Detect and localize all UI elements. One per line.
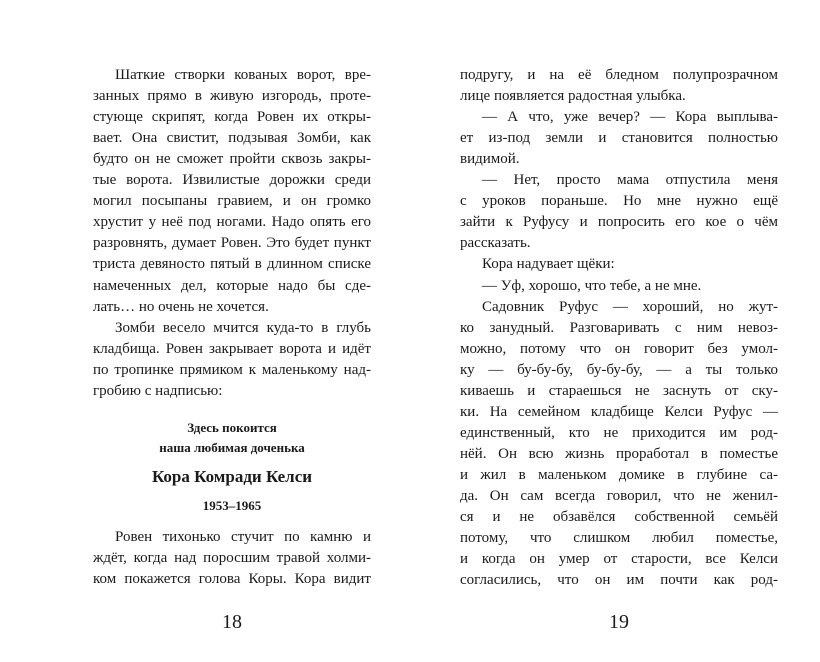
text-line: и когда он умер от старости, все Келси [460, 551, 778, 568]
epitaph-line-1: Здесь покоится [187, 420, 277, 435]
text-line: кладбища. Ровен закрывает ворота и идёт [93, 340, 371, 357]
text-line: Ровен тихонько стучит по камню и [115, 529, 371, 545]
text-line: и жил в маленьком домике в глубине са- [460, 466, 778, 483]
page-number: 19 [609, 611, 629, 633]
text-line: Кора надувает щёки: [482, 256, 615, 273]
text-line: ко занудный. Разговаривать с ним невоз- [460, 319, 778, 336]
text-line: согласились, что он им почти как род- [460, 572, 778, 589]
text-line: подругу, и на её бледном полупрозрачном [460, 67, 778, 83]
text-line: нёй. Он всю жизнь проработал в поместье [460, 445, 778, 462]
text-line: будто он не сможет пройти сквозь закры- [93, 151, 371, 168]
text-line: с уроков пораньше. Но мне нужно ещё [460, 193, 778, 210]
epitaph-line-2: наша любимая доченька [159, 440, 305, 455]
text-line: видимой. [460, 151, 520, 168]
text-line: стующе скрипят, когда Ровен их откры- [93, 109, 371, 126]
text-line: Садовник Руфус — хороший, но жут- [482, 298, 778, 315]
epitaph-years: 1953–1965 [202, 498, 262, 513]
text-line: ку — бу-бу-бу, бу-бу-бу, — а ты только [460, 361, 778, 378]
text-line: гробию с надписью: [93, 382, 223, 399]
text-line: ся и не обзавёлся собственной семьёй [460, 509, 778, 526]
text-line: вает. Она свистит, подзывая Зомби, как [93, 130, 371, 147]
text-line: ет из-под земли и становится полностью [460, 130, 778, 147]
right-page [460, 0, 778, 662]
text-line: Шаткие створки кованых ворот, вре- [115, 67, 371, 83]
text-line: Зомби весело мчится куда-то в глубь [115, 319, 371, 336]
text-line: лать… но очень не хочется. [93, 298, 269, 315]
text-line: намеченных дел, которые надо бы сде- [93, 277, 371, 294]
text-line: ки. На семейном кладбище Келси Руфус — [460, 403, 778, 420]
text-line: — Уф, хорошо, что тебе, а не мне. [482, 277, 702, 294]
text-line: по тропинке прямиком к маленькому над- [93, 361, 371, 378]
page-number: 18 [222, 611, 242, 633]
text-line: зайти к Руфусу и попросить его кое о чём [460, 214, 778, 231]
text-line: можно, потому что он говорит без умол- [460, 340, 778, 357]
text-line: — А что, уже вечер? — Кора выплыва- [482, 109, 778, 126]
text-line: лице появляется радостная улыбка. [460, 88, 686, 105]
text-line: потому, что слишком любил поместье, [460, 530, 778, 547]
text-line: ком покажется голова Коры. Кора видит [93, 571, 371, 588]
text-line: могил посыпаны гравием, и он громко [93, 193, 371, 210]
text-line: единственный, кто не приходится им род- [460, 424, 778, 441]
text-line: хрустит у неё под ногами. Надо опять его [93, 214, 371, 231]
text-line: тые ворота. Извилистые дорожки среди [93, 172, 371, 189]
text-line: киваешь и стараешься не заснуть от ску- [460, 382, 778, 399]
text-line: рассказать. [460, 235, 531, 252]
left-page [93, 0, 371, 662]
text-line: — Нет, просто мама отпустила меня [482, 172, 778, 189]
text-line: разровнять, думает Ровен. Это будет пункт [93, 235, 371, 252]
text-line: занных прямо в живую изгородь, проте- [93, 88, 371, 105]
text-line: да. Он сам всегда говорил, что не женил- [460, 488, 778, 504]
text-line: триста девяносто пятый в длинном списке [93, 256, 371, 273]
epitaph-name: Кора Комради Келси [151, 467, 313, 486]
text-line: ждёт, когда над поросшим травой холми- [93, 550, 371, 567]
